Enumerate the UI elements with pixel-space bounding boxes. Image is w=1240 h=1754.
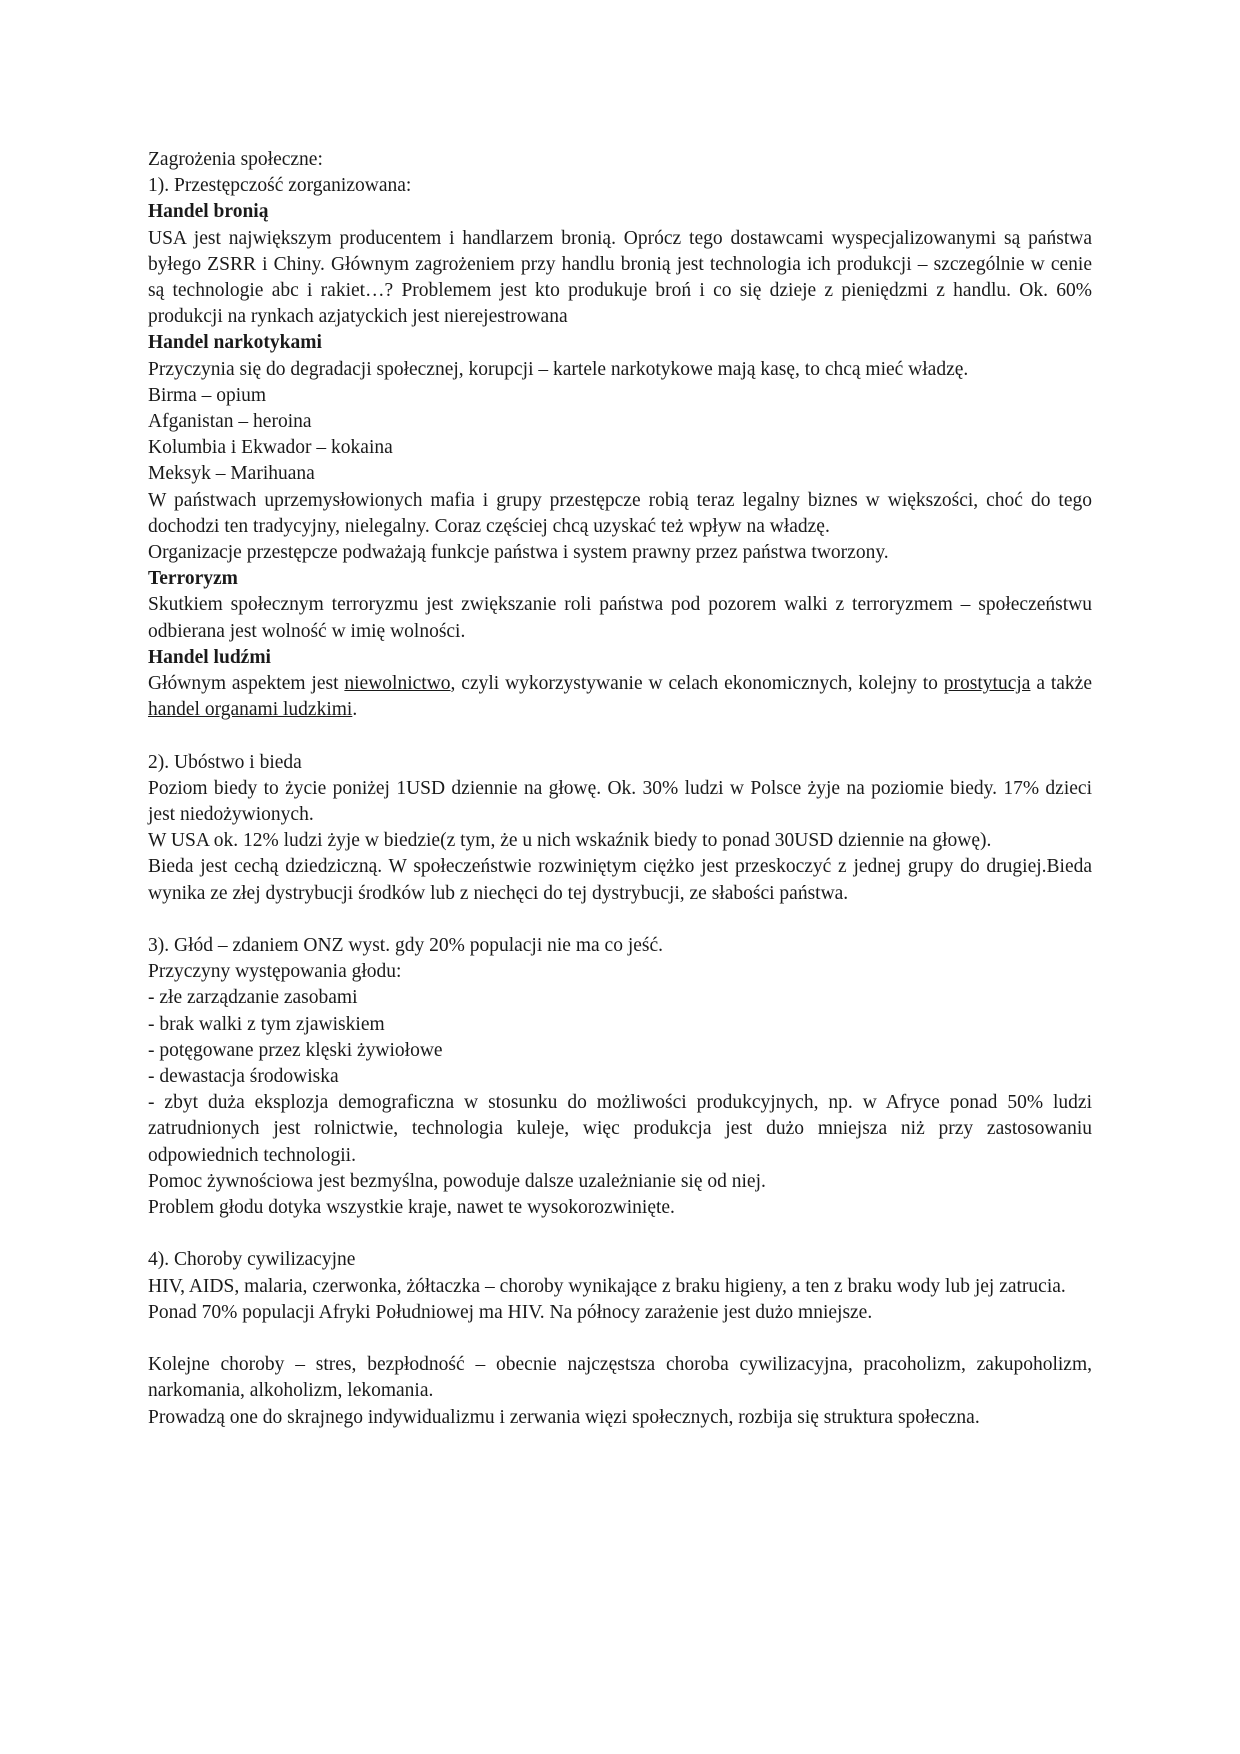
text-run: .	[352, 699, 358, 721]
diseases-paragraph-2: Ponad 70% populacji Afryki Południowej ma HIV. Na północy zarażenie jest dużo mniejsze.	[148, 1301, 873, 1323]
blank-line	[148, 723, 1092, 749]
human-trafficking-heading: Handel ludźmi	[148, 646, 271, 668]
hunger-causes-intro: Przyczyny występowania głodu:	[148, 961, 402, 983]
terrorism-paragraph: Skutkiem społecznym terroryzmu jest zwiększanie roli państwa pod pozorem walki z terroryzmem – społeczeństwu odbierana jest wolność w imię wolności.	[148, 594, 1092, 642]
text-run: Głównym aspektem jest	[148, 673, 345, 695]
document-page	[148, 147, 1092, 1431]
blank-line	[148, 1326, 1092, 1352]
mafia-paragraph: W państwach uprzemysłowionych mafia i grupy przestępcze robią teraz legalny biznes w większości, choć do tego dochodzi ten tradycyjny, nielegalny. Coraz częściej chcą uzyskać też wpływ na władzę.	[148, 489, 1092, 537]
drug-list-item: Kolumbia i Ekwador – kokaina	[148, 437, 393, 459]
organ-trade-link[interactable]: handel organami ludzkimi	[148, 699, 353, 721]
drug-trade-heading: Handel narkotykami	[148, 332, 322, 354]
diseases-paragraph-3: Kolejne choroby – stres, bezpłodność – obecnie najczęstsza choroba cywilizacyjna, pracoholizm, zakupoholizm, narkomania, alkoholizm, lekomania.	[148, 1354, 1092, 1402]
text-run: , czyli wykorzystywanie w celach ekonomicznych, kolejny to	[450, 673, 944, 695]
drug-list-item: Meksyk – Marihuana	[148, 463, 315, 485]
organizations-paragraph: Organizacje przestępcze podważają funkcje państwa i system prawny przez państwa tworzony.	[148, 542, 889, 564]
drug-list-item: Birma – opium	[148, 384, 267, 406]
document-title: Zagrożenia społeczne:	[148, 149, 323, 170]
drug-trade-paragraph: Przyczynia się do degradacji społecznej, korupcji – kartele narkotykowe mają kasę, to chcą mieć władzę.	[148, 358, 969, 380]
arms-trade-paragraph: USA jest największym producentem i handlarzem bronią. Oprócz tego dostawcami wyspecjalizowanymi są państwa byłego ZSRR i Chiny. Głównym zagrożeniem przy handlu bronią jest technologia ich produkcji – szczególnie w cenie są technologie abc i rakiet…? Problemem jest kto produkuje broń i co się dzieje z pieniędzmi z handlu. Ok. 60% produkcji na rynkach azjatyckich jest nierejestrowana	[148, 227, 1092, 328]
diseases-paragraph-4: Prowadzą one do skrajnego indywidualizmu i zerwania więzi społecznych, rozbija się struktura społeczna.	[148, 1406, 980, 1428]
poverty-paragraph-2: W USA ok. 12% ludzi żyje w biedzie(z tym, że u nich wskaźnik biedy to ponad 30USD dziennie na głowę).	[148, 830, 992, 852]
section-2-heading: 2). Ubóstwo i bieda	[148, 751, 302, 773]
hunger-cause-item: - potęgowane przez klęski żywiołowe	[148, 1039, 443, 1061]
diseases-paragraph-1: HIV, AIDS, malaria, czerwonka, żółtaczka – choroby wynikające z braku higieny, a ten z braku wody lub jej zatrucia.	[148, 1275, 1066, 1297]
hunger-cause-item: - brak walki z tym zjawiskiem	[148, 1013, 385, 1035]
slavery-link[interactable]: niewolnictwo	[344, 673, 451, 695]
hunger-cause-item: - dewastacja środowiska	[148, 1066, 339, 1088]
terrorism-heading: Terroryzm	[148, 568, 238, 590]
section-1-heading: 1). Przestępczość zorganizowana:	[148, 175, 412, 197]
food-aid-paragraph: Pomoc żywnościowa jest bezmyślna, powoduje dalsze uzależnianie się od niej.	[148, 1170, 766, 1192]
section-4-heading: 4). Choroby cywilizacyjne	[148, 1249, 356, 1271]
arms-trade-heading: Handel bronią	[148, 201, 269, 223]
blank-line	[148, 907, 1092, 933]
prostitution-link[interactable]: prostytucja	[943, 673, 1031, 695]
drug-list-item: Afganistan – heroina	[148, 411, 312, 433]
human-trafficking-paragraph	[148, 671, 1092, 723]
hunger-problem-paragraph: Problem głodu dotyka wszystkie kraje, nawet te wysokorozwinięte.	[148, 1197, 675, 1219]
text-run: a także	[1030, 673, 1092, 695]
section-3-heading: 3). Głód – zdaniem ONZ wyst. gdy 20% populacji nie ma co jeść.	[148, 935, 664, 957]
poverty-paragraph-1: Poziom biedy to życie poniżej 1USD dziennie na głowę. Ok. 30% ludzi w Polsce żyje na poziomie biedy. 17% dzieci jest niedożywionych.	[148, 777, 1092, 826]
hunger-cause-item: - zbyt duża eksplozja demograficzna w stosunku do możliwości produkcyjnych, np. w Afryce ponad 50% ludzi zatrudnionych jest rolnictwie, technologia kuleje, więc produkcja jest dużo mniejsza niż przy zastosowaniu odpowiednich technologii.	[148, 1092, 1092, 1166]
blank-line	[148, 1221, 1092, 1247]
hunger-cause-item: - złe zarządzanie zasobami	[148, 987, 358, 1009]
poverty-paragraph-3: Bieda jest cechą dziedziczną. W społeczeństwie rozwiniętym ciężko jest przeskoczyć z jednej grupy do drugiej.Bieda wynika ze złej dystrybucji środków lub z niechęci do tej dystrybucji, ze słabości państwa.	[148, 856, 1092, 904]
